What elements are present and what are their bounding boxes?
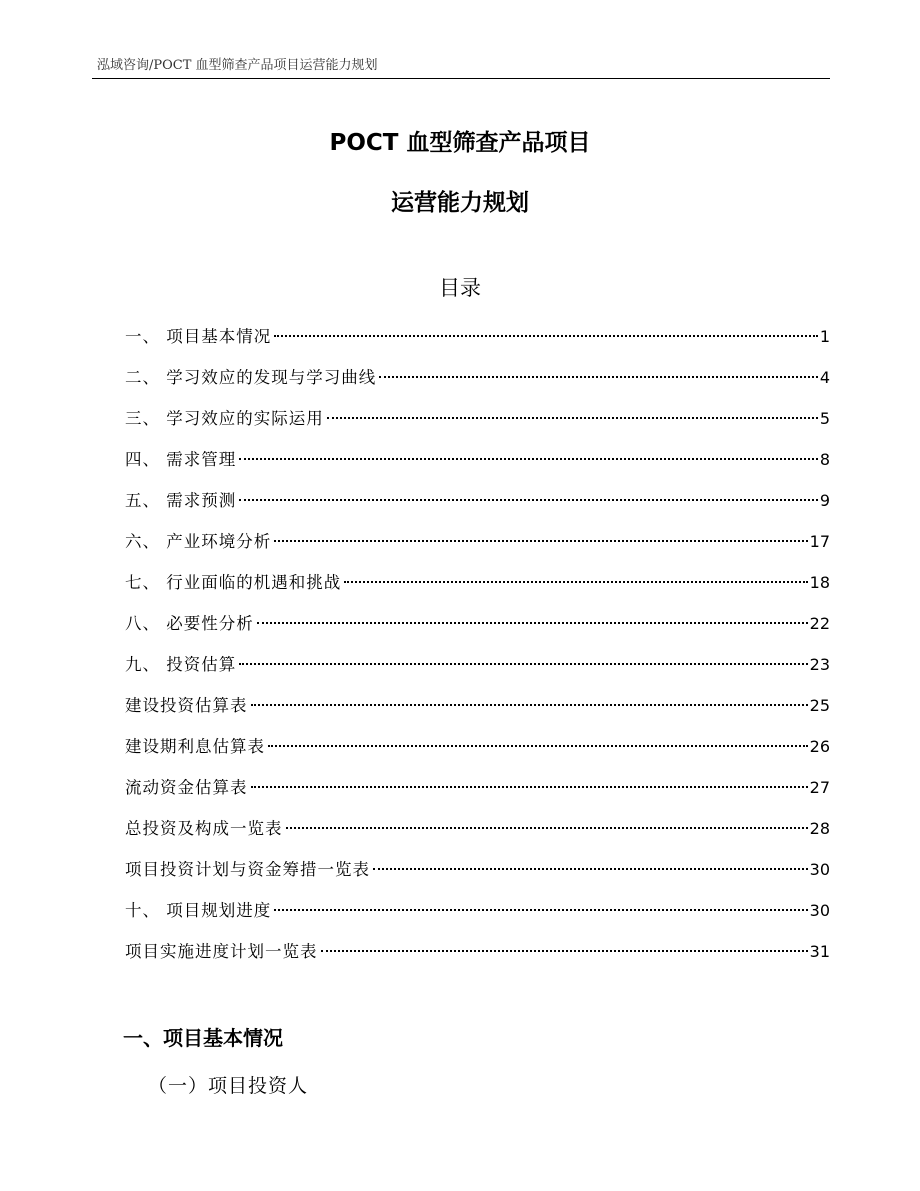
toc-entry-page: 1 xyxy=(819,327,830,346)
toc-entry[interactable] xyxy=(125,610,830,651)
toc-entry[interactable] xyxy=(125,405,830,446)
toc-entry-label: 五、 需求预测 xyxy=(125,491,237,510)
toc-dot-leader xyxy=(257,622,808,624)
toc-dot-leader xyxy=(344,581,807,583)
toc-dot-leader xyxy=(373,868,808,870)
toc-dot-leader xyxy=(239,663,807,665)
toc-entry[interactable] xyxy=(125,528,830,569)
toc-heading: 目录 xyxy=(439,276,481,300)
toc-entry[interactable] xyxy=(125,938,830,979)
toc-entry-page: 31 xyxy=(809,942,830,961)
toc-entry-label: 八、 必要性分析 xyxy=(125,614,254,633)
toc-entry-label: 七、 行业面临的机遇和挑战 xyxy=(125,573,342,592)
toc-entry[interactable] xyxy=(125,364,830,405)
document-title-line-1: POCT 血型筛查产品项目 xyxy=(329,130,591,156)
toc-entry-page: 17 xyxy=(809,532,830,551)
toc-dot-leader xyxy=(321,950,808,952)
toc-dot-leader xyxy=(274,909,807,911)
toc-entry-page: 28 xyxy=(809,819,830,838)
toc-entry[interactable] xyxy=(125,815,830,856)
toc-dot-leader xyxy=(274,335,818,337)
toc-entry-label: 二、 学习效应的发现与学习曲线 xyxy=(125,368,377,387)
toc-dot-leader xyxy=(251,704,808,706)
toc-entry[interactable] xyxy=(125,323,830,364)
toc-entry[interactable] xyxy=(125,692,830,733)
toc-dot-leader xyxy=(239,499,818,501)
toc-entry[interactable] xyxy=(125,774,830,815)
toc-dot-leader xyxy=(274,540,807,542)
toc-entry-label: 三、 学习效应的实际运用 xyxy=(125,409,324,428)
sub-heading: （一）项目投资人 xyxy=(148,1075,309,1097)
toc-entry-page: 30 xyxy=(809,860,830,879)
toc-entry-page: 26 xyxy=(809,737,830,756)
toc-entry-label: 九、 投资估算 xyxy=(125,655,237,674)
toc-entry-label: 流动资金估算表 xyxy=(125,778,248,797)
toc-entry[interactable] xyxy=(125,733,830,774)
toc-entry-page: 23 xyxy=(809,655,830,674)
toc-entry-label: 建设期利息估算表 xyxy=(125,737,265,756)
toc-entry-page: 30 xyxy=(809,901,830,920)
toc-dot-leader xyxy=(239,458,818,460)
toc-entry-label: 十、 项目规划进度 xyxy=(125,901,272,920)
toc-entry-label: 项目投资计划与资金筹措一览表 xyxy=(125,860,370,879)
toc-entry[interactable] xyxy=(125,487,830,528)
toc-entry-label: 建设投资估算表 xyxy=(125,696,248,715)
toc-entry-page: 8 xyxy=(819,450,830,469)
toc-entry-page: 4 xyxy=(819,368,830,387)
toc-entry-label: 项目实施进度计划一览表 xyxy=(125,942,318,961)
toc-dot-leader xyxy=(268,745,808,747)
toc-entry[interactable] xyxy=(125,856,830,897)
document-title-line-2: 运营能力规划 xyxy=(391,190,529,216)
toc-entry-page: 22 xyxy=(809,614,830,633)
toc-dot-leader xyxy=(251,786,808,788)
toc-entry-page: 5 xyxy=(819,409,830,428)
toc-dot-leader xyxy=(379,376,818,378)
table-of-contents xyxy=(125,323,830,979)
header-divider xyxy=(92,78,830,79)
section-heading: 一、项目基本情况 xyxy=(123,1026,283,1050)
toc-entry[interactable] xyxy=(125,897,830,938)
toc-entry-page: 9 xyxy=(819,491,830,510)
toc-dot-leader xyxy=(327,417,818,419)
toc-entry-page: 25 xyxy=(809,696,830,715)
toc-entry-page: 18 xyxy=(809,573,830,592)
toc-entry[interactable] xyxy=(125,569,830,610)
toc-entry-label: 总投资及构成一览表 xyxy=(125,819,283,838)
running-header: 泓域咨询/POCT 血型筛查产品项目运营能力规划 xyxy=(97,58,378,73)
toc-entry-label: 四、 需求管理 xyxy=(125,450,237,469)
toc-entry-page: 27 xyxy=(809,778,830,797)
toc-entry-label: 一、 项目基本情况 xyxy=(125,327,272,346)
toc-dot-leader xyxy=(286,827,808,829)
toc-entry[interactable] xyxy=(125,651,830,692)
toc-entry-label: 六、 产业环境分析 xyxy=(125,532,272,551)
toc-entry[interactable] xyxy=(125,446,830,487)
